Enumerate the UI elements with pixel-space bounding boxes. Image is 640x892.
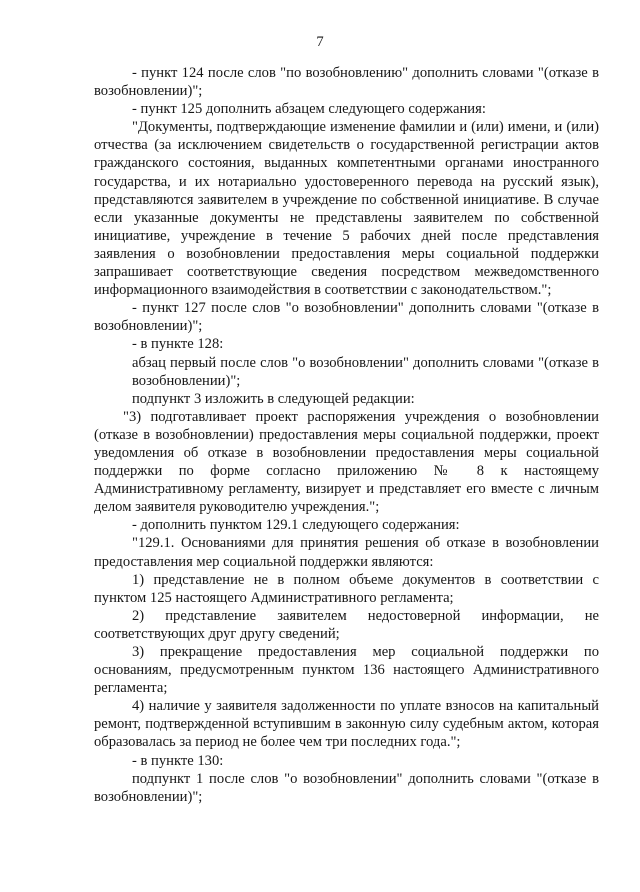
paragraph-item-129-1: - дополнить пунктом 129.1 следующего содержания:	[132, 517, 460, 534]
page-number: 7	[316, 34, 324, 50]
paragraph-item-128-abzac: абзац первый после слов "о возобновлении" дополнить словами "(отказе в возобновлении)";	[132, 354, 599, 389]
paragraph-item-125: - пункт 125 дополнить абзацем следующего содержания:	[132, 101, 486, 118]
paragraph-item-127: - пункт 127 после слов "о возобновлении" дополнить словами "(отказе в возобновлении)";	[94, 300, 599, 335]
paragraph-ground-1: 1) представление не в полном объеме документов в соответствии с пунктом 125 настоящего Административного регламента;	[94, 571, 599, 606]
paragraph-129-1-grounds: "129.1. Основаниями для принятия решения об отказе в возобновлении предоставления мер социальной поддержки являются:	[94, 535, 599, 570]
paragraph-ground-4: 4) наличие у заявителя задолженности по уплате взносов на капитальный ремонт, подтвержденной вступившим в законную силу судебным актом, которая образовалась за период не более чем три последних года.";	[94, 698, 599, 751]
document-body	[94, 64, 599, 806]
paragraph-item-130-subitem-1: подпункт 1 после слов "о возобновлении" дополнить словами "(отказе в возобновлении)";	[94, 770, 599, 805]
paragraph-item-124: - пункт 124 после слов "по возобновлению" дополнить словами "(отказе в возобновлении)";	[94, 65, 599, 100]
paragraph-item-130: - в пункте 130:	[132, 752, 224, 769]
paragraph-subitem-3-text: "3) подготавливает проект распоряжения учреждения о возобновлении (отказе в возобновлении) предоставления меры социальной поддержки, проект уведомления об отказе в возобновлении предоставления меры социальной поддержки по форме согласно приложению № 8 к настоящему Административному регламенту, визирует и представляет его вместе с личным делом заявителя руководителю учреждения.";	[94, 408, 599, 516]
paragraph-ground-2: 2) представление заявителем недостоверной информации, не соответствующих друг другу сведений;	[94, 607, 599, 642]
paragraph-item-128: - в пункте 128:	[132, 336, 224, 353]
paragraph-subitem-3-heading: подпункт 3 изложить в следующей редакции:	[132, 390, 415, 407]
paragraph-quote-documents: "Документы, подтверждающие изменение фамилии и (или) имени, и (или) отчества (за исключением свидетельств о государственной регистрации актов гражданского состояния, выданных компетентными органами иностранного государства, и их нотариально удостоверенного перевода на русский язык), представляются заявителем в учреждение по собственной инициативе. В случае если указанные документы не представлены заявителем по собственной инициативе, учреждение в течение 5 рабочих дней после представления заявления о возобновлении предоставления меры социальной поддержки запрашивает соответствующие сведения посредством межведомственного информационного взаимодействия в соответствии с законодательством.";	[94, 119, 599, 299]
paragraph-ground-3: 3) прекращение предоставления мер социальной поддержки по основаниям, предусмотренным пунктом 136 настоящего Административного регламента;	[94, 644, 599, 697]
